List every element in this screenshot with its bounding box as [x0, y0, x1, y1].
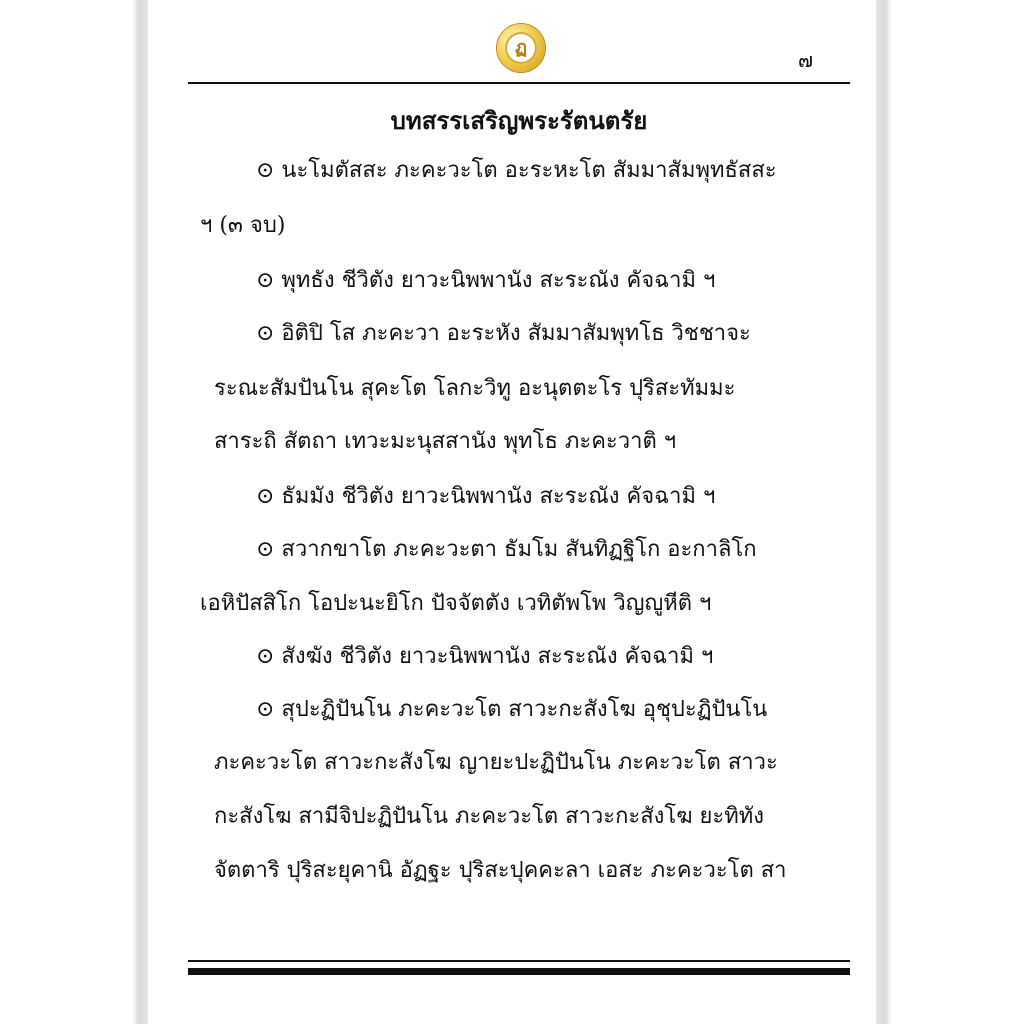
header-rule: [188, 82, 850, 84]
text-line-11: ⊙ สุปะฏิปันโน ภะคะวะโต สาวะกะสังโฆ อุชุปะฏิปันโน: [256, 697, 768, 722]
text-line-1: ⊙ นะโมตัสสะ ภะคะวะโต อะระหะโต สัมมาสัมพุทธัสสะ: [256, 158, 777, 183]
text-line-14: จัตตาริ ปุริสะยุคานิ อัฏฐะ ปุริสะปุคคะลา เอสะ ภะคะวะโต สา: [214, 858, 787, 883]
page-shadow-right: [876, 0, 892, 1024]
document-page: [148, 0, 876, 1024]
footer-rule-thin: [188, 960, 850, 962]
text-line-4: ⊙ อิติปิ โส ภะคะวา อะระหัง สัมมาสัมพุทโธ วิชชาจะ: [256, 321, 751, 346]
page-number: ๗: [798, 48, 814, 72]
text-line-13: กะสังโฆ สามีจิปะฏิปันโน ภะคะวะโต สาวะกะสังโฆ ยะทิทัง: [214, 804, 764, 829]
text-line-5: ระณะสัมปันโน สุคะโต โลกะวิทู อะนุตตะโร ปุริสะทัมมะ: [214, 376, 736, 401]
text-line-12: ภะคะวะโต สาวะกะสังโฆ ญายะปะฏิปันโน ภะคะวะโต สาวะ: [214, 750, 778, 775]
footer-rule-thick: [188, 968, 850, 975]
text-line-6: สาระถิ สัตถา เทวะมะนุสสานัง พุทโธ ภะคะวาติ ฯ: [214, 429, 677, 454]
emblem-icon: [497, 24, 545, 72]
text-line-10: ⊙ สังฆัง ชีวิตัง ยาวะนิพพานัง สะระณัง คัจฉามิ ฯ: [256, 644, 714, 669]
page-title: บทสรรเสริญพระรัตนตรัย: [390, 106, 648, 135]
text-line-2: ฯ (๓ จบ): [200, 213, 286, 238]
page-shadow-left: [132, 0, 148, 1024]
text-line-7: ⊙ ธัมมัง ชีวิตัง ยาวะนิพพานัง สะระณัง คัจฉามิ ฯ: [256, 484, 716, 509]
emblem-center: ฏ: [505, 32, 537, 64]
text-line-9: เอหิปัสสิโก โอปะนะยิโก ปัจจัตตัง เวทิตัพโพ วิญญูหีติ ฯ: [200, 591, 712, 616]
text-line-3: ⊙ พุทธัง ชีวิตัง ยาวะนิพพานัง สะระณัง คัจฉามิ ฯ: [256, 268, 716, 293]
text-line-8: ⊙ สวากขาโต ภะคะวะตา ธัมโม สันทิฏฐิโก อะกาลิโก: [256, 537, 757, 562]
